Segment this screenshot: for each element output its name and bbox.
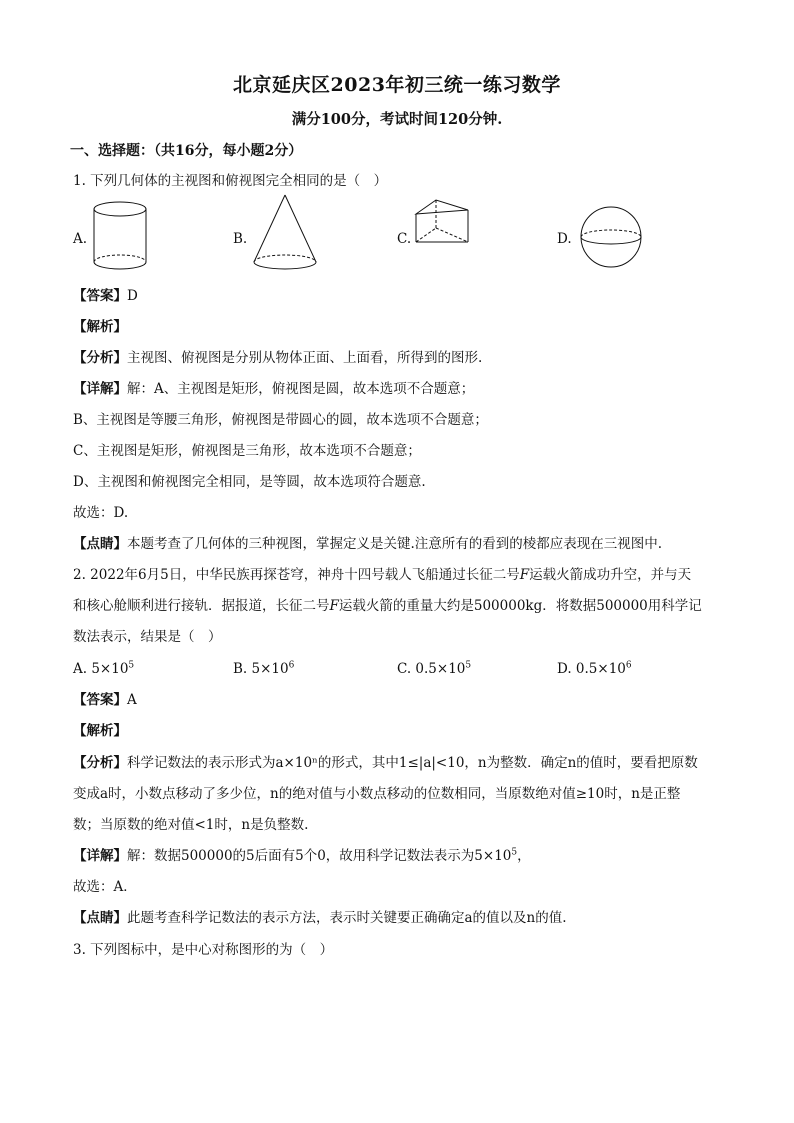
answer-tag: 【答案】: [73, 288, 127, 304]
dianjing-tag: 【点睛】: [73, 910, 127, 926]
q2-xiangjie-line: [73, 847, 531, 865]
q1-xiangjie-text: 解：A、主视图是矩形，俯视图是圆，故本选项不合题意；: [127, 381, 475, 397]
q2-answer-line: [73, 691, 137, 709]
q2-stem-part: 和核心舱顺利进行接轨．据报道，长征二号: [73, 598, 330, 614]
sphere-figure: [578, 204, 644, 270]
fenxi-tag: 【分析】: [73, 350, 127, 366]
q1-solution-d: D、主视图和俯视图完全相同，是等圆，故本选项符合题意.: [73, 474, 426, 490]
q1-answer-line: [73, 287, 138, 305]
xiangjie-tag: 【详解】: [73, 848, 127, 864]
q2-xiangjie-tail: ，: [517, 848, 531, 864]
q2-option-c-text: C. 0.5×10: [397, 661, 466, 677]
q2-stem-f: F: [329, 598, 339, 614]
q2-option-c-exp: 5: [465, 660, 472, 671]
cone-figure: [250, 192, 320, 274]
page-title: 北京延庆区2023年初三统一练习数学: [233, 74, 561, 96]
q1-dianjing-line: [73, 535, 662, 553]
q2-stem-part: 运载火箭成功升空，并与天: [529, 567, 692, 583]
q2-answer: A: [127, 692, 137, 708]
q2-dianjing-text: 此题考查科学记数法的表示方法，表示时关键要正确确定a的值以及n的值.: [127, 910, 567, 926]
question-1-stem: 1. 下列几何体的主视图和俯视图完全相同的是（ ）: [73, 173, 388, 189]
q2-option-b-text: B. 5×10: [233, 661, 289, 677]
q2-fenxi-line2: 变成a时，小数点移动了多少位，n的绝对值与小数点移动的位数相同，当原数绝对值≥10时，n是正整: [73, 786, 681, 802]
q1-answer: D: [127, 288, 138, 304]
cylinder-figure: [90, 196, 150, 276]
q1-xiangjie-line: [73, 380, 474, 398]
q1-dianjing-text: 本题考查了几何体的三种视图，掌握定义是关键.注意所有的看到的棱都应表现在三视图中.: [127, 536, 663, 552]
q2-option-a: [73, 660, 134, 678]
q1-fenxi-line: [73, 349, 482, 367]
answer-tag: 【答案】: [73, 692, 127, 708]
q2-option-b: [233, 660, 294, 678]
q1-option-c-label: C.: [397, 231, 412, 247]
prism-figure: [412, 196, 474, 246]
q2-fenxi-line1: [73, 754, 698, 772]
q2-option-b-exp: 6: [288, 660, 295, 671]
page-subtitle: 满分100分，考试时间120分钟.: [291, 111, 503, 128]
question-3-stem: 3. 下列图标中，是中心对称图形的为（ ）: [73, 942, 334, 958]
q2-stem-part: 2. 2022年6月5日，中华民族再探苍穹，神舟十四号载人飞船通过长征二号: [73, 567, 520, 583]
q2-stem-f: F: [519, 567, 530, 583]
q1-choose: 故选：D.: [73, 505, 129, 521]
section-heading: 一、选择题：（共16分，每小题2分）: [70, 143, 303, 159]
q1-option-d-label: D.: [557, 231, 572, 247]
q2-stem-part: 运载火箭的重量大约是500000kg．将数据500000用科学记: [338, 598, 702, 614]
q2-analysis-tag: 【解析】: [73, 723, 127, 739]
q2-dianjing-line: [73, 909, 567, 927]
q2-xiangjie-text: 解：数据500000的5后面有5个0，故用科学记数法表示为5×10: [127, 848, 512, 864]
q2-xiangjie-exp: 5: [511, 847, 518, 858]
q2-option-a-exp: 5: [128, 660, 135, 671]
question-2-stem-line3: 数法表示，结果是（ ）: [73, 629, 222, 645]
q2-choose: 故选：A．: [73, 879, 137, 895]
q2-fenxi-text: 科学记数法的表示形式为a×10ⁿ的形式，其中1≤|a|<10，n为整数．确定n的值时，要看把原数: [127, 755, 698, 771]
q1-option-a-label: A.: [73, 231, 88, 247]
q1-solution-b: B、主视图是等腰三角形，俯视图是带圆心的圆，故本选项不合题意；: [73, 412, 488, 428]
q2-option-d: [557, 660, 632, 678]
dianjing-tag: 【点睛】: [73, 536, 127, 552]
q1-analysis-tag: 【解析】: [73, 319, 127, 335]
q2-fenxi-line3: 数；当原数的绝对值<1时，n是负整数.: [73, 817, 309, 833]
q2-option-d-exp: 6: [625, 660, 632, 671]
q2-option-d-text: D. 0.5×10: [557, 661, 626, 677]
q1-option-b-label: B.: [233, 231, 248, 247]
fenxi-tag: 【分析】: [73, 755, 127, 771]
q1-solution-c: C、主视图是矩形，俯视图是三角形，故本选项不合题意；: [73, 443, 421, 459]
question-2-stem-line1: [73, 566, 691, 584]
q1-fenxi-text: 主视图、俯视图是分别从物体正面、上面看，所得到的图形.: [127, 350, 483, 366]
q2-option-c: [397, 660, 471, 678]
xiangjie-tag: 【详解】: [73, 381, 127, 397]
q2-option-a-text: A. 5×10: [73, 661, 129, 677]
question-2-stem-line2: [73, 597, 702, 615]
